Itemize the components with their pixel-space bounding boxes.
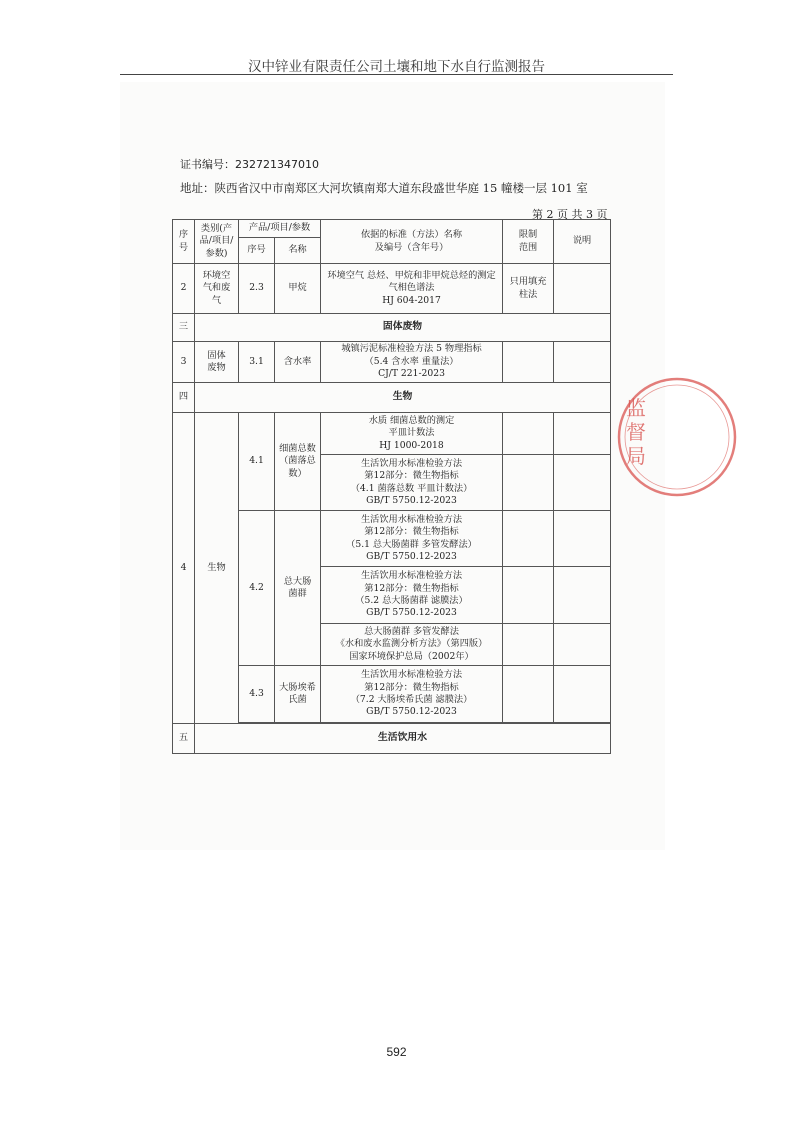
head-category: [195, 220, 239, 264]
cell-line: 环境空气 总烃、甲烷和非甲烷总烃的测定: [327, 269, 496, 281]
certificate-number: 证书编号：232721347010: [180, 158, 319, 171]
row-category: 生物: [195, 413, 239, 724]
cell-line: 限制: [518, 229, 538, 241]
cell-line: 气相色谱法: [388, 282, 435, 294]
cell-line: GB/T 5750.12-2023: [366, 494, 457, 506]
head-product-group: 产品/项目/参数: [239, 220, 321, 238]
section-title: 生活饮用水: [195, 724, 611, 754]
cell-line: 气和废: [202, 282, 231, 294]
head-note: 说明: [554, 220, 611, 264]
cell-line: （菌落总: [279, 455, 316, 467]
section-row: [173, 724, 611, 754]
row-category: [195, 342, 239, 383]
cell-line: 水质 细菌总数的测定: [368, 414, 455, 426]
section-number: 三: [173, 314, 195, 342]
cell-line: 细菌总数: [279, 442, 316, 454]
cell-line: （5.2 总大肠菌群 滤膜法）: [355, 595, 468, 606]
cell-line: HJ 604-2017: [382, 294, 441, 306]
section-row: [173, 314, 611, 342]
row-standard: [321, 666, 503, 723]
accreditation-scope-table: [172, 219, 611, 754]
row-limit: [503, 511, 554, 567]
row-limit: [503, 413, 554, 455]
cell-line: 生活饮用水标准检验方法: [360, 457, 463, 469]
cell-line: 废物: [207, 362, 226, 373]
row-standard: [321, 413, 503, 455]
cell-line: 菌群: [288, 588, 307, 599]
row-limit: [503, 567, 554, 624]
report-header-title: 汉中锌业有限责任公司土壤和地下水自行监测报告: [248, 59, 545, 75]
page-number: 592: [386, 1045, 407, 1059]
cell-line: （5.1 总大肠菌群 多管发酵法）: [346, 538, 477, 550]
row-sub-seq: 4.1: [239, 413, 275, 511]
row-seq: 3: [173, 342, 195, 383]
section-title: 生物: [195, 383, 611, 413]
head-standard: [321, 220, 503, 264]
header-divider: [120, 74, 673, 75]
row-standard: [321, 567, 503, 624]
cell-line: 柱法: [518, 288, 538, 300]
cell-line: 第12部分：微生物指标: [364, 582, 459, 594]
row-name: [275, 413, 321, 511]
row-seq: 4: [173, 413, 195, 724]
cell-char: 号: [178, 241, 189, 253]
cell-line: 及编号（含年号）: [374, 241, 449, 253]
row-name: 含水率: [275, 342, 321, 383]
seal-text: 监督局: [626, 396, 646, 468]
row-sub-seq: 2.3: [239, 264, 275, 314]
row-note: [554, 567, 611, 624]
head-sub-seq: 序号: [239, 238, 275, 264]
cell-line: 平皿计数法: [388, 427, 435, 439]
row-note: [554, 455, 611, 511]
cell-line: HJ 1000-2018: [379, 439, 444, 451]
row-note: [554, 624, 611, 666]
cell-line: 生活饮用水标准检验方法: [360, 669, 463, 681]
section-number: 四: [173, 383, 195, 413]
row-standard: [321, 624, 503, 666]
row-standard: [321, 342, 503, 383]
cell-line: 参数): [205, 247, 228, 259]
row-limit: [503, 666, 554, 723]
row-note: [554, 413, 611, 455]
cell-line: 氏菌: [288, 694, 307, 705]
cell-line: 大肠埃希: [279, 681, 316, 693]
head-sub-name: 名称: [275, 238, 321, 264]
cell-line: GB/T 5750.12-2023: [366, 607, 457, 619]
row-limit: [503, 264, 554, 314]
cell-line: （5.4 含水率 重量法）: [364, 355, 459, 367]
cell-line: 《水和废水监测分析方法》（第四版）: [335, 638, 488, 650]
row-limit: [503, 455, 554, 511]
cell-line: 生活饮用水标准检验方法: [360, 570, 463, 582]
table-row: [173, 413, 611, 455]
cell-line: 环境空: [202, 269, 231, 281]
cell-line: GB/T 5750.12-2023: [366, 550, 457, 562]
cell-line: 气: [211, 294, 222, 306]
row-note: [554, 264, 611, 314]
row-note: [554, 342, 611, 383]
cell-line: 只用填充: [509, 276, 547, 288]
head-seq: [173, 220, 195, 264]
row-note: [554, 511, 611, 567]
row-standard: [321, 511, 503, 567]
cell-line: 第12部分：微生物指标: [364, 526, 459, 538]
section-number: 五: [173, 724, 195, 754]
cell-line: 生活饮用水标准检验方法: [360, 513, 463, 525]
cell-line: 依据的标准（方法）名称: [360, 229, 463, 241]
cell-line: 第12部分：微生物指标: [364, 681, 459, 693]
row-sub-seq: 4.3: [239, 666, 275, 723]
row-seq: 2: [173, 264, 195, 314]
cell-line: GB/T 5750.12-2023: [366, 706, 457, 718]
cell-line: 数）: [288, 467, 307, 479]
row-name: [275, 511, 321, 666]
cell-line: CJ/T 221-2023: [378, 368, 445, 380]
table-row: [173, 666, 611, 723]
section-title: 固体废物: [195, 314, 611, 342]
cell-line: 总大肠: [283, 575, 312, 587]
head-limit: [503, 220, 554, 264]
cell-line: 国家环境保护总局（2002年）: [349, 650, 474, 662]
row-standard: [321, 455, 503, 511]
cell-line: 总大肠菌群 多管发酵法: [364, 625, 459, 637]
cell-line: 固体: [207, 349, 226, 361]
cell-line: 范围: [518, 241, 538, 253]
cell-line: （7.2 大肠埃希氏菌 滤膜法）: [350, 694, 473, 705]
row-name: 甲烷: [275, 264, 321, 314]
row-note: [554, 666, 611, 723]
section-row: [173, 383, 611, 413]
table-header-row: [173, 220, 611, 238]
table-row: [173, 511, 611, 567]
cell-line: 城镇污泥标准检验方法 5 物理指标: [341, 343, 482, 355]
page-info: 第 2 页 共 3 页: [532, 208, 608, 221]
row-limit: [503, 342, 554, 383]
table-row: [173, 342, 611, 383]
row-sub-seq: 4.2: [239, 511, 275, 666]
cell-line: 第12部分：微生物指标: [364, 470, 459, 482]
row-standard: [321, 264, 503, 314]
row-sub-seq: 3.1: [239, 342, 275, 383]
row-limit: [503, 624, 554, 666]
cell-line: （4.1 菌落总数 平皿计数法）: [350, 482, 473, 494]
row-category: [195, 264, 239, 314]
cell-line: 类别(产: [200, 222, 233, 234]
cell-char: 序: [178, 229, 189, 241]
cell-line: 品/项目/: [199, 235, 234, 247]
row-name: [275, 666, 321, 723]
address-line: 地址：陕西省汉中市南郑区大河坎镇南郑大道东段盛世华庭 15 幢楼一层 101 室: [180, 181, 588, 195]
table-row: [173, 264, 611, 314]
